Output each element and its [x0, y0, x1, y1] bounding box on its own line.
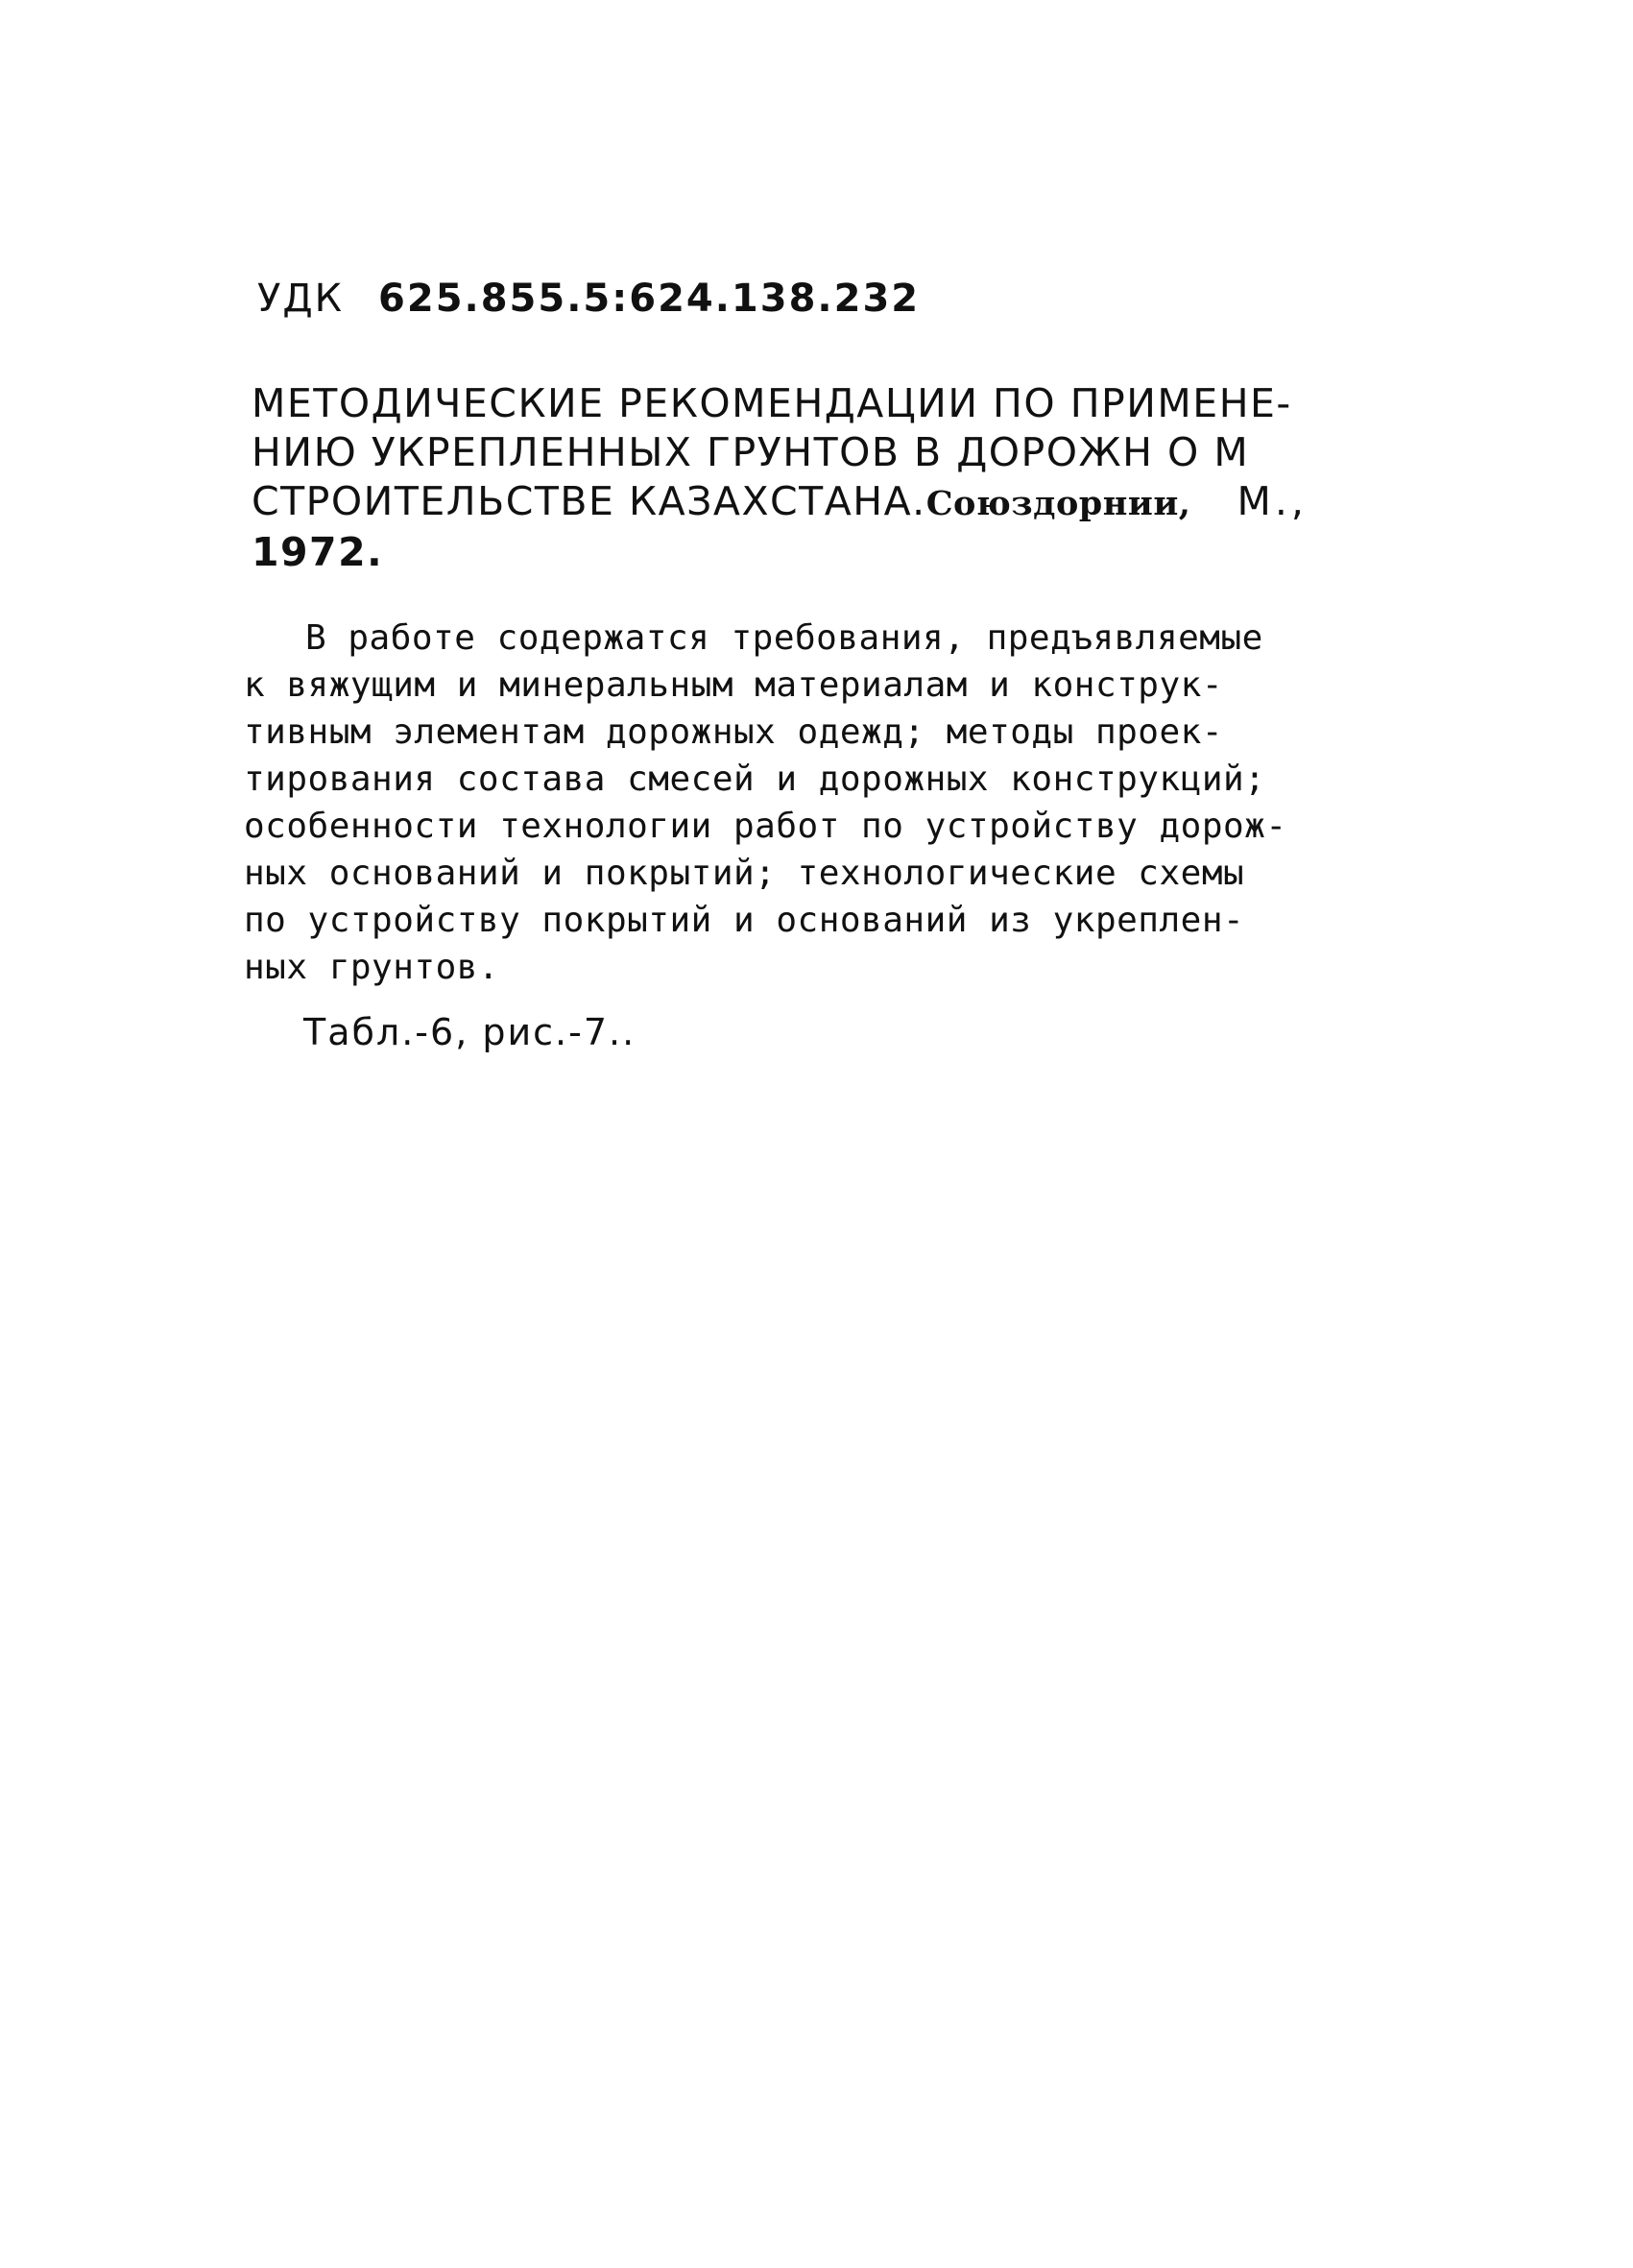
abstract-line: к вяжущим и минеральным материалам и конструк-: [244, 665, 1223, 705]
title-line-3: [252, 477, 1413, 528]
abstract-line: ных грунтов.: [244, 948, 500, 987]
title-line-3-main: СТРОИТЕЛЬСТВЕ КАЗАХСТАНА.: [252, 478, 926, 524]
publication-year: 1972.: [252, 529, 384, 575]
title-line-2: НИЮ УКРЕПЛЕННЫХ ГРУНТОВ В ДОРОЖН О М: [252, 429, 1250, 475]
document-title: [252, 379, 1413, 577]
udk-label: УДК: [257, 277, 345, 321]
udk-code: 625.855.5:624.138.232: [378, 277, 921, 321]
publication-city: М.,: [1237, 478, 1308, 524]
abstract: [244, 615, 1420, 991]
abstract-line: тирования состава смесей и дорожных конструкций;: [244, 760, 1266, 799]
abstract-line: по устройству покрытий и оснований из укреплен-: [244, 901, 1245, 940]
abstract-line: особенности технологии работ по устройству дорож-: [244, 807, 1287, 846]
tables-figures-count: Табл.-6, рис.-7..: [303, 1011, 636, 1053]
abstract-line: В работе содержатся требования, предъявляемые: [305, 618, 1263, 658]
publisher: Союздорнии,: [925, 484, 1191, 523]
abstract-line: ных оснований и покрытий; технологические схемы: [244, 854, 1245, 893]
abstract-line: тивным элементам дорожных одежд; методы проек-: [244, 712, 1223, 752]
title-line-1: МЕТОДИЧЕСКИЕ РЕКОМЕНДАЦИИ ПО ПРИМЕНЕ-: [252, 380, 1292, 426]
udk-line: [257, 277, 920, 321]
